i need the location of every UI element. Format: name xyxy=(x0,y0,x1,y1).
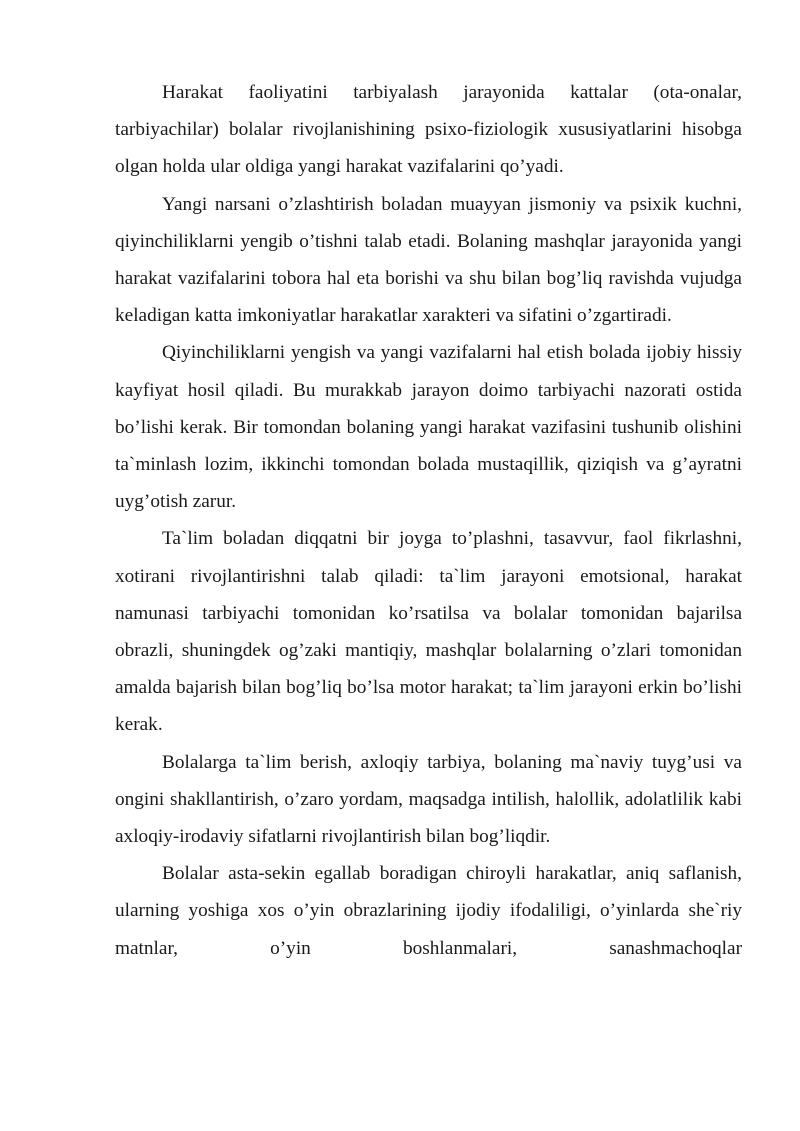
paragraph-4: Ta`lim boladan diqqatni bir joyga to’plashni, tasavvur, faol fikrlashni, xotirani rivojlantirishni talab qiladi: ta`lim jarayoni emotsional, harakat namunasi tarbiyachi tomonidan ko’rsatilsa va bolalar tomonidan bajarilsa obrazli, shuningdek og’zaki mantiqiy, mashqlar bolalarning o’zlari tomonidan amalda bajarish bilan bog’liq bo’lsa motor harakat; ta`lim jarayoni erkin bo’lishi kerak. xyxy=(115,528,742,736)
paragraph-1: Harakat faoliyatini tarbiyalash jarayonida kattalar (ota-onalar, tarbiyachilar) bolalar rivojlanishining psixo-fiziologik xususiyatlarini hisobga olgan holda ular oldiga yangi harakat vazifalarini qo’yadi. xyxy=(115,82,742,178)
paragraph-2: Yangi narsani o’zlashtirish boladan muayyan jismoniy va psixik kuchni, qiyinchiliklarni yengib o’tishni talab etadi. Bolaning mashqlar jarayonida yangi harakat vazifalarini tobora hal eta borishi va shu bilan bog’liq ravishda vujudga keladigan katta imkoniyatlar harakatlar xarakteri va sifatini o’zgartiradi. xyxy=(115,193,742,327)
paragraph-6: Bolalar asta-sekin egallab boradigan chiroyli harakatlar, aniq saflanish, ularning yoshiga xos o’yin obrazlarining ijodiy ifodaliligi, o’yinlarda she`riy matnlar, o’yin boshlanmalari, sanashmachoqlar xyxy=(115,863,742,959)
paragraph-5: Bolalarga ta`lim berish, axloqiy tarbiya, bolaning ma`naviy tuyg’usi va ongini shakllantirish, o’zaro yordam, maqsadga intilish, halollik, adolatlilik kabi axloqiy-irodaviy sifatlarni rivojlantirish bilan bog’liqdir. xyxy=(115,751,742,848)
paragraph-3: Qiyinchiliklarni yengish va yangi vazifalarni hal etish bolada ijobiy hissiy kayfiyat hosil qiladi. Bu murakkab jarayon doimo tarbiyachi nazorati ostida bo’lishi kerak. Bir tomondan bolaning yangi harakat vazifasini tushunib olishini ta`minlash lozim, ikkinchi tomondan bolada mustaqillik, qiziqish va g’ayratni uyg’otish zarur. xyxy=(115,342,742,513)
document-body xyxy=(115,74,742,967)
